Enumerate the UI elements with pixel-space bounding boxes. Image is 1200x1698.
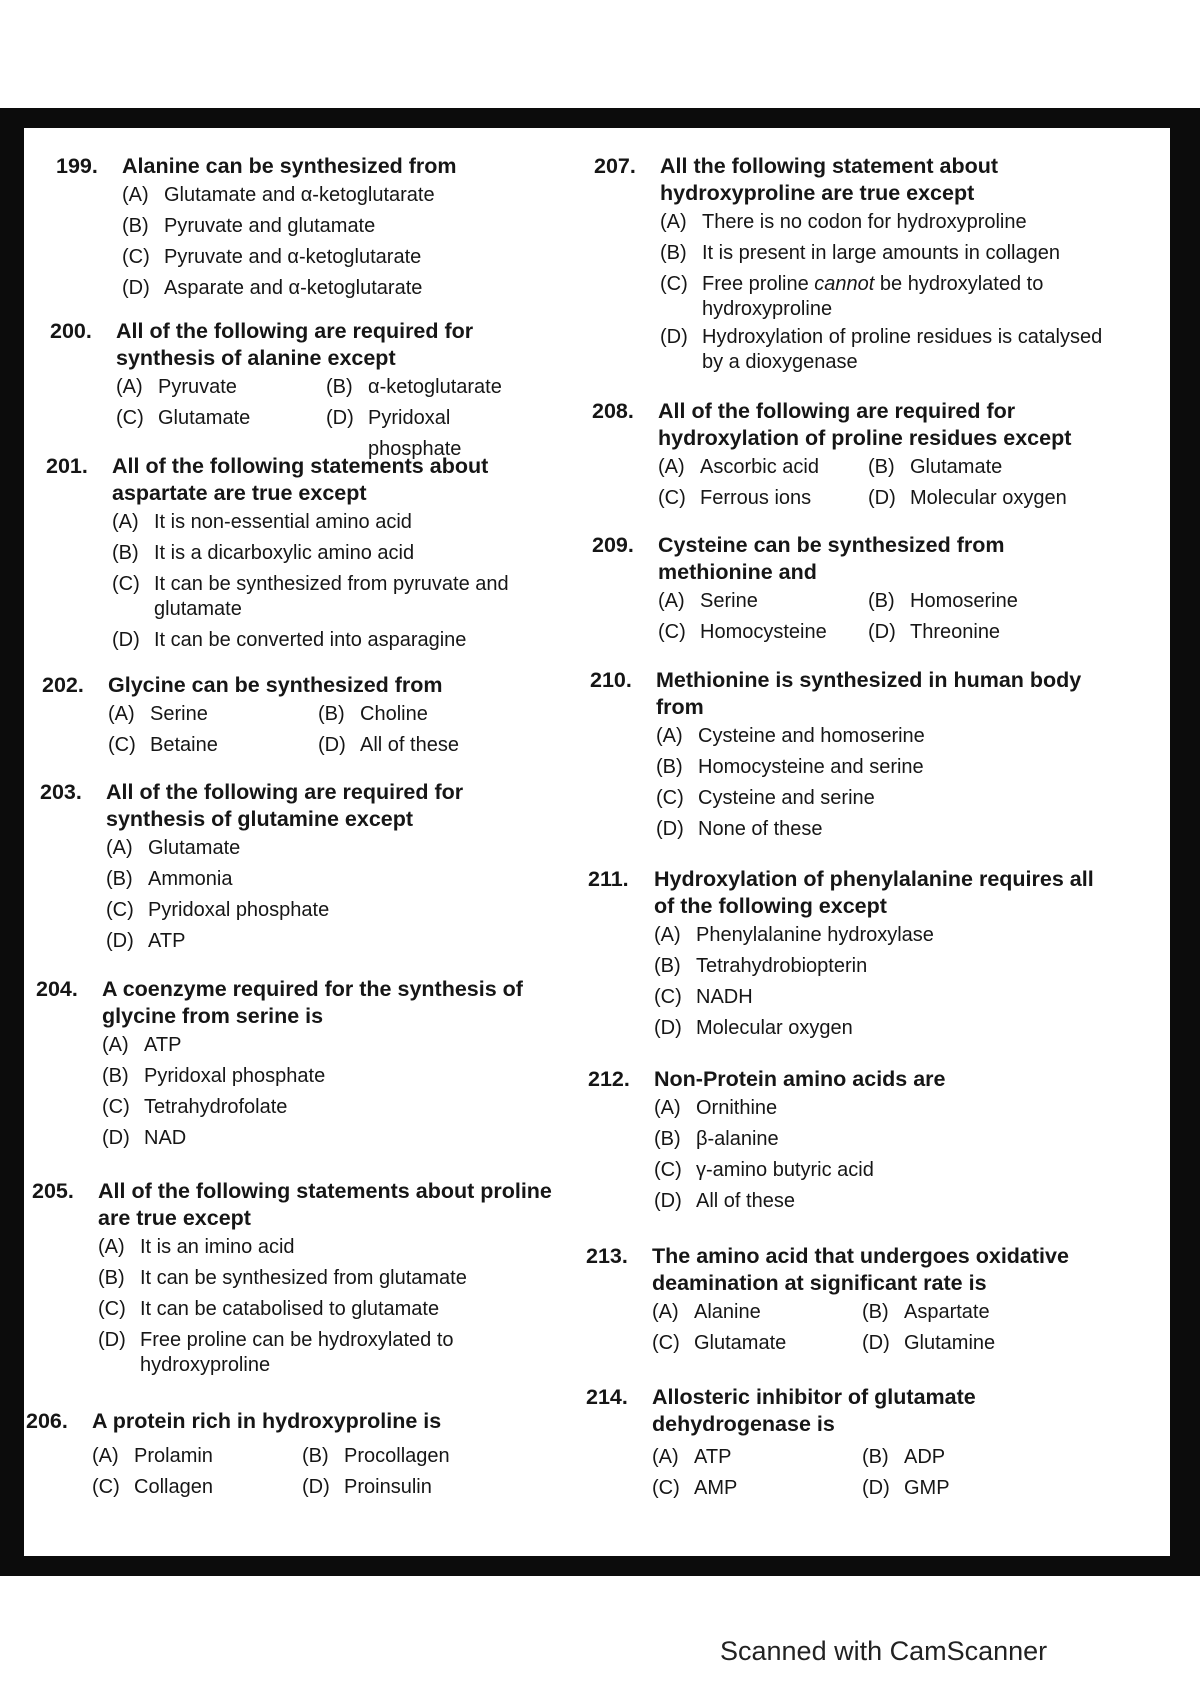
option-text: There is no codon for hydroxyproline xyxy=(702,211,1027,233)
option xyxy=(868,483,1088,514)
option-label: (B) xyxy=(656,756,683,778)
option-label: (C) xyxy=(122,246,150,268)
option xyxy=(862,1473,1082,1504)
option xyxy=(656,814,1106,845)
question-text: All of the following are required for synthesis of glutamine except xyxy=(106,780,464,831)
option-label: (D) xyxy=(318,734,346,756)
option-label: (A) xyxy=(652,1301,679,1323)
options-list xyxy=(106,833,556,957)
option xyxy=(122,273,556,304)
option xyxy=(112,572,556,622)
question-number: 209. xyxy=(592,533,634,557)
question-200 xyxy=(50,318,556,465)
option xyxy=(302,1441,522,1472)
option-text: Homoserine xyxy=(910,590,1018,612)
option-label: (B) xyxy=(326,376,353,398)
option xyxy=(302,1472,522,1503)
option-text: Free proline cannot be hydroxylated to hydroxyproline xyxy=(702,273,1044,320)
option xyxy=(98,1232,556,1263)
option xyxy=(868,452,1088,483)
option-text: Threonine xyxy=(910,621,1001,643)
option-text: ATP xyxy=(148,930,186,952)
option-text: All of these xyxy=(360,734,459,756)
option xyxy=(652,1297,862,1328)
option-text: It can be synthesized from pyruvate and glutamate xyxy=(154,573,509,620)
option xyxy=(106,895,556,926)
option xyxy=(654,951,1106,982)
option-text: It is non-essential amino acid xyxy=(154,511,412,533)
option xyxy=(654,920,1106,951)
option-text: Pyridoxal phosphate xyxy=(148,899,330,921)
option xyxy=(652,1442,862,1473)
option-text: Homocysteine and serine xyxy=(698,756,924,778)
option-text: Choline xyxy=(360,703,428,725)
option-text: Collagen xyxy=(134,1476,213,1498)
option-label: (C) xyxy=(654,986,682,1008)
option-label: (B) xyxy=(318,703,345,725)
question-text: All of the following are required for hydroxylation of proline residues except xyxy=(658,399,1072,450)
option-text: ADP xyxy=(904,1446,946,1468)
options-list xyxy=(658,452,1106,514)
option-text: All of these xyxy=(696,1190,795,1212)
option-text: Glutamate xyxy=(148,837,241,859)
question-209 xyxy=(592,532,1106,648)
question-201 xyxy=(46,453,556,656)
option-label: (D) xyxy=(112,629,140,651)
options-list xyxy=(656,721,1106,845)
option-label: (B) xyxy=(862,1446,889,1468)
question-text: A protein rich in hydroxyproline is xyxy=(92,1409,442,1433)
question-number: 206. xyxy=(26,1409,68,1433)
option-text: Procollagen xyxy=(344,1445,450,1467)
option xyxy=(862,1297,1082,1328)
option xyxy=(326,372,546,403)
option-text: None of these xyxy=(698,818,823,840)
option-label: (A) xyxy=(658,590,685,612)
option-text: Homocysteine xyxy=(700,621,827,643)
option xyxy=(102,1092,556,1123)
option-text: Cysteine and serine xyxy=(698,787,875,809)
question-number: 208. xyxy=(592,399,634,423)
question-199 xyxy=(56,153,556,304)
option-label: (C) xyxy=(106,899,134,921)
option xyxy=(318,730,538,761)
question-text: A coenzyme required for the synthesis of glycine from serine is xyxy=(102,977,523,1028)
option-label: (C) xyxy=(658,487,686,509)
question-text: Non-Protein amino acids are xyxy=(654,1067,946,1091)
option-text: Hydroxylation of proline residues is catalysed by a dioxygenase xyxy=(702,326,1103,373)
question-208 xyxy=(592,398,1106,514)
option xyxy=(92,1441,302,1472)
option-label: (D) xyxy=(102,1127,130,1149)
option-label: (C) xyxy=(108,734,136,756)
option-text: Ornithine xyxy=(696,1097,778,1119)
option-label: (C) xyxy=(652,1477,680,1499)
question-text: All of the following statements about aspartate are true except xyxy=(112,454,489,505)
option xyxy=(656,721,1106,752)
option-text: Proinsulin xyxy=(344,1476,432,1498)
option xyxy=(654,1186,1106,1217)
option xyxy=(98,1328,556,1378)
option xyxy=(862,1328,1082,1359)
question-text: Glycine can be synthesized from xyxy=(108,673,443,697)
option xyxy=(98,1263,556,1294)
option xyxy=(102,1030,556,1061)
question-204 xyxy=(36,976,556,1154)
question-text: Hydroxylation of phenylalanine requires all of the following except xyxy=(654,867,1094,918)
option-label: (B) xyxy=(102,1065,129,1087)
option-label: (D) xyxy=(862,1332,890,1354)
question-number: 201. xyxy=(46,454,88,478)
option-label: (A) xyxy=(660,211,687,233)
emphasis-cannot: cannot xyxy=(814,273,875,295)
options-list xyxy=(102,1030,556,1154)
question-203 xyxy=(40,779,556,957)
question-206 xyxy=(26,1408,556,1503)
option-label: (D) xyxy=(868,621,896,643)
option-text: Pyruvate and glutamate xyxy=(164,215,376,237)
option-label: (B) xyxy=(122,215,149,237)
question-214 xyxy=(586,1384,1106,1504)
option-text: ATP xyxy=(144,1034,182,1056)
option-text: NAD xyxy=(144,1127,187,1149)
option xyxy=(112,538,556,569)
option-text: Ferrous ions xyxy=(700,487,812,509)
option xyxy=(654,1124,1106,1155)
option-label: (D) xyxy=(98,1329,126,1351)
option-text: Glutamine xyxy=(904,1332,996,1354)
option-text: Glutamate xyxy=(158,407,251,429)
option-text: Cysteine and homoserine xyxy=(698,725,925,747)
option xyxy=(112,507,556,538)
option-text: Glutamate xyxy=(910,456,1003,478)
option-label: (D) xyxy=(660,326,688,348)
option-label: (B) xyxy=(98,1267,125,1289)
option-text: Tetrahydrofolate xyxy=(144,1096,288,1118)
option-text: Molecular oxygen xyxy=(696,1017,853,1039)
option xyxy=(660,272,1106,322)
option-text: Ammonia xyxy=(148,868,233,890)
option-label: (B) xyxy=(654,955,681,977)
question-number: 212. xyxy=(588,1067,630,1091)
option-label: (D) xyxy=(302,1476,330,1498)
option xyxy=(654,1155,1106,1186)
option xyxy=(868,617,1088,648)
option xyxy=(654,1013,1106,1044)
option-label: (A) xyxy=(654,1097,681,1119)
option xyxy=(122,211,556,242)
option-label: (C) xyxy=(98,1298,126,1320)
option-text: Molecular oxygen xyxy=(910,487,1067,509)
option xyxy=(862,1442,1082,1473)
option-text: Serine xyxy=(150,703,208,725)
question-text: All of the following statements about proline are true except xyxy=(98,1179,552,1230)
question-text: The amino acid that undergoes oxidative deamination at significant rate is xyxy=(652,1244,1069,1295)
scanner-watermark: Scanned with CamScanner xyxy=(720,1636,1048,1666)
option-text: Glutamate and α-ketoglutarate xyxy=(164,184,435,206)
option-text: Phenylalanine hydroxylase xyxy=(696,924,934,946)
option-label: (C) xyxy=(112,573,140,595)
option-text: NADH xyxy=(696,986,753,1008)
option-label: (B) xyxy=(862,1301,889,1323)
option xyxy=(102,1061,556,1092)
option-label: (C) xyxy=(660,273,688,295)
options-list xyxy=(652,1442,1106,1504)
options-list xyxy=(654,1093,1106,1217)
question-211 xyxy=(588,866,1106,1044)
option-label: (D) xyxy=(122,277,150,299)
option xyxy=(122,180,556,211)
option-text: Serine xyxy=(700,590,758,612)
option-label: (C) xyxy=(658,621,686,643)
option-label: (C) xyxy=(116,407,144,429)
question-text: All of the following are required for synthesis of alanine except xyxy=(116,319,474,370)
option xyxy=(106,833,556,864)
option xyxy=(652,1473,862,1504)
option xyxy=(102,1123,556,1154)
option-text: Pyridoxal phosphate xyxy=(144,1065,326,1087)
option-label: (C) xyxy=(652,1332,680,1354)
options-list xyxy=(112,507,556,656)
option-text: It can be catabolised to glutamate xyxy=(140,1298,440,1320)
options-list xyxy=(108,699,556,761)
option xyxy=(106,864,556,895)
option xyxy=(658,452,868,483)
option-label: (A) xyxy=(658,456,685,478)
option-label: (B) xyxy=(660,242,687,264)
question-text: All the following statement about hydroxyproline are true except xyxy=(660,154,999,205)
option-text: Asparate and α-ketoglutarate xyxy=(164,277,423,299)
option-label: (B) xyxy=(868,590,895,612)
question-213 xyxy=(586,1243,1106,1359)
option-label: (A) xyxy=(112,511,139,533)
options-list xyxy=(654,920,1106,1044)
option xyxy=(318,699,538,730)
option-label: (A) xyxy=(108,703,135,725)
option-text: Alanine xyxy=(694,1301,761,1323)
option xyxy=(656,783,1106,814)
options-list xyxy=(652,1297,1106,1359)
question-number: 204. xyxy=(36,977,78,1001)
option-label: (B) xyxy=(654,1128,681,1150)
option-label: (C) xyxy=(92,1476,120,1498)
option-text: α-ketoglutarate xyxy=(368,376,502,398)
option xyxy=(106,926,556,957)
option xyxy=(660,325,1106,375)
option-label: (D) xyxy=(106,930,134,952)
option-text: β-alanine xyxy=(696,1128,779,1150)
question-202 xyxy=(42,672,556,761)
option-label: (D) xyxy=(654,1017,682,1039)
option-text: Pyridoxal phosphate xyxy=(368,407,462,460)
option xyxy=(658,617,868,648)
option-label: (A) xyxy=(656,725,683,747)
question-text: Alanine can be synthesized from xyxy=(122,154,457,178)
option xyxy=(660,207,1106,238)
option xyxy=(122,242,556,273)
option-text: Free proline can be hydroxylated to hydroxyproline xyxy=(140,1329,454,1376)
option xyxy=(868,586,1088,617)
option-label: (D) xyxy=(326,407,354,429)
option xyxy=(98,1294,556,1325)
option-label: (D) xyxy=(862,1477,890,1499)
option xyxy=(108,699,318,730)
option-label: (A) xyxy=(116,376,143,398)
option-text: Pyruvate and α-ketoglutarate xyxy=(164,246,422,268)
option-label: (A) xyxy=(98,1236,125,1258)
option xyxy=(652,1328,862,1359)
option xyxy=(654,1093,1106,1124)
option xyxy=(654,982,1106,1013)
option xyxy=(112,625,556,656)
question-number: 200. xyxy=(50,319,92,343)
option-label: (A) xyxy=(122,184,149,206)
option xyxy=(658,586,868,617)
option-text: Prolamin xyxy=(134,1445,213,1467)
option-label: (B) xyxy=(106,868,133,890)
option xyxy=(660,238,1106,269)
question-number: 210. xyxy=(590,668,632,692)
option-label: (B) xyxy=(868,456,895,478)
option-text: γ-amino butyric acid xyxy=(696,1159,874,1181)
option-text: It is present in large amounts in collagen xyxy=(702,242,1060,264)
option-text: Aspartate xyxy=(904,1301,990,1323)
option-text: It can be converted into asparagine xyxy=(154,629,467,651)
option-text: It is a dicarboxylic amino acid xyxy=(154,542,415,564)
option-label: (A) xyxy=(106,837,133,859)
option-label: (C) xyxy=(656,787,684,809)
question-number: 214. xyxy=(586,1385,628,1409)
question-205 xyxy=(32,1178,556,1378)
option-label: (D) xyxy=(656,818,684,840)
question-number: 202. xyxy=(42,673,84,697)
option xyxy=(658,483,868,514)
question-text: Cysteine can be synthesized from methionine and xyxy=(658,533,1005,584)
question-number: 213. xyxy=(586,1244,628,1268)
option xyxy=(92,1472,302,1503)
option-text: Tetrahydrobiopterin xyxy=(696,955,868,977)
option-label: (A) xyxy=(654,924,681,946)
question-210 xyxy=(590,667,1106,845)
option-label: (A) xyxy=(102,1034,129,1056)
option-text: ATP xyxy=(694,1446,732,1468)
option-label: (D) xyxy=(654,1190,682,1212)
option-label: (C) xyxy=(102,1096,130,1118)
option-label: (B) xyxy=(302,1445,329,1467)
option-label: (B) xyxy=(112,542,139,564)
question-number: 199. xyxy=(56,154,98,178)
option-label: (C) xyxy=(654,1159,682,1181)
option-text: It is an imino acid xyxy=(140,1236,295,1258)
option-label: (A) xyxy=(652,1446,679,1468)
options-list xyxy=(92,1441,556,1503)
option-text: Pyruvate xyxy=(158,376,237,398)
option-text: It can be synthesized from glutamate xyxy=(140,1267,467,1289)
option xyxy=(656,752,1106,783)
question-number: 203. xyxy=(40,780,82,804)
option-text: Betaine xyxy=(150,734,218,756)
option-label: (D) xyxy=(868,487,896,509)
options-list xyxy=(660,207,1106,375)
option xyxy=(116,372,326,403)
options-list xyxy=(98,1232,556,1378)
options-list xyxy=(116,372,556,465)
option-label: (A) xyxy=(92,1445,119,1467)
question-text: Methionine is synthesized in human body from xyxy=(656,668,1082,719)
question-207 xyxy=(594,153,1106,375)
question-text: Allosteric inhibitor of glutamate dehydrogenase is xyxy=(652,1385,976,1436)
question-number: 211. xyxy=(588,867,629,891)
option-text: GMP xyxy=(904,1477,950,1499)
option-text: AMP xyxy=(694,1477,738,1499)
options-list xyxy=(658,586,1106,648)
option xyxy=(108,730,318,761)
option-text: Ascorbic acid xyxy=(700,456,819,478)
option-text: Glutamate xyxy=(694,1332,787,1354)
question-212 xyxy=(588,1066,1106,1217)
question-number: 205. xyxy=(32,1179,74,1203)
question-number: 207. xyxy=(594,154,636,178)
options-list xyxy=(122,180,556,304)
